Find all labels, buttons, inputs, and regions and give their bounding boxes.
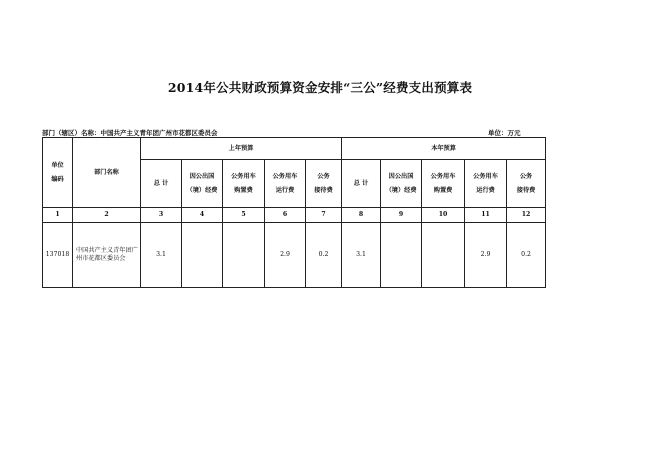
header-this-year: 本年预算 [342, 138, 546, 160]
unit-label: 单位：万元 [488, 129, 521, 137]
header-this-reception: 公务 接待费 [507, 160, 546, 208]
header-this-abroad: 因公出国 （境）经费 [381, 160, 422, 208]
cell-this-car-operation: 2.9 [465, 223, 507, 288]
cell-last-car-operation: 2.9 [265, 223, 306, 288]
cell-last-reception: 0.2 [306, 223, 342, 288]
column-number: 6 [265, 208, 306, 223]
header-last-total: 总 计 [141, 160, 182, 208]
department-line [42, 128, 218, 137]
column-number: 10 [422, 208, 465, 223]
header-this-total: 总 计 [342, 160, 381, 208]
cell-this-reception: 0.2 [507, 223, 546, 288]
cell-this-car-purchase [422, 223, 465, 288]
header-last-car-purchase: 公务用车 购置费 [223, 160, 265, 208]
header-last-car-operation: 公务用车 运行费 [265, 160, 306, 208]
column-number: 1 [43, 208, 73, 223]
header-this-car-purchase: 公务用车 购置费 [422, 160, 465, 208]
column-number: 3 [141, 208, 182, 223]
column-number: 7 [306, 208, 342, 223]
header-unit-code: 单位 编码 [43, 138, 73, 208]
header-last-year: 上年预算 [141, 138, 342, 160]
header-this-car-operation: 公务用车 运行费 [465, 160, 507, 208]
department-label: 部门（辖区）名称： [42, 129, 101, 137]
cell-last-car-purchase [223, 223, 265, 288]
cell-last-total: 3.1 [141, 223, 182, 288]
column-number: 2 [73, 208, 141, 223]
header-last-abroad: 因公出国 （境）经费 [182, 160, 223, 208]
column-number: 12 [507, 208, 546, 223]
header-dept-name: 部门名称 [73, 138, 141, 208]
cell-unit-code: 137018 [43, 223, 73, 288]
table-row [43, 223, 546, 288]
cell-last-abroad [182, 223, 223, 288]
column-number: 5 [223, 208, 265, 223]
column-number: 9 [381, 208, 422, 223]
cell-this-total: 3.1 [342, 223, 381, 288]
column-number: 11 [465, 208, 507, 223]
column-number-row [43, 208, 546, 223]
header-last-reception: 公务 接待费 [306, 160, 342, 208]
column-number: 4 [182, 208, 223, 223]
cell-this-abroad [381, 223, 422, 288]
page-title: 2014年公共财政预算资金安排“三公”经费支出预算表 [167, 80, 473, 95]
department-name: 中国共产主义青年团广州市花都区委员会 [100, 129, 218, 137]
column-number: 8 [342, 208, 381, 223]
budget-table [42, 137, 546, 288]
cell-dept-name: 中国共产主义青年团广州市花都区委员会 [73, 223, 141, 288]
